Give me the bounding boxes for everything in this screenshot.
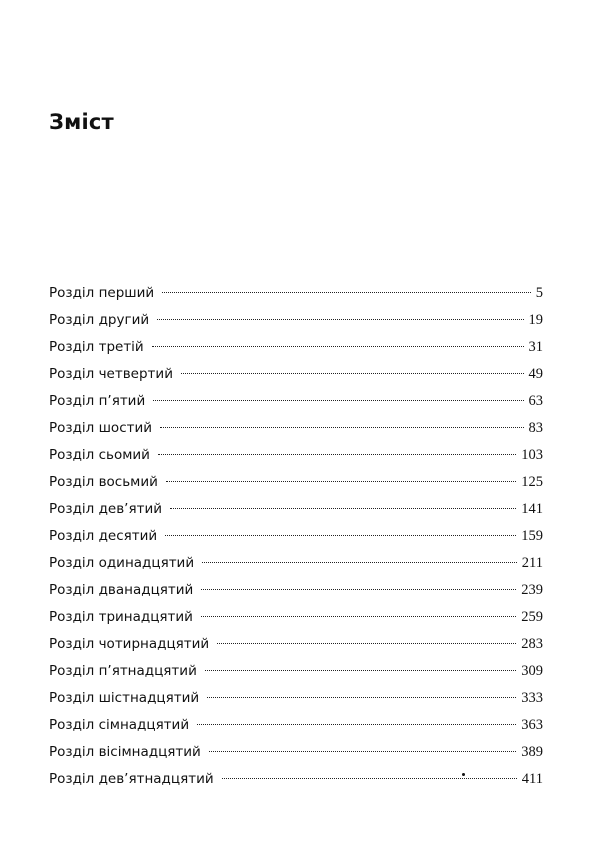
toc-entry-title: Розділ дев’ятий	[49, 501, 163, 517]
dot-leader	[181, 373, 524, 374]
toc-entry-page: 19	[528, 312, 543, 328]
toc-entry-page: 283	[521, 636, 543, 652]
toc-entry-title: Розділ четвертий	[49, 366, 173, 382]
toc-entry[interactable]	[49, 577, 543, 604]
table-of-contents	[49, 280, 543, 793]
toc-entry-page: 49	[528, 366, 543, 382]
dot-leader	[162, 292, 531, 293]
toc-entry-page: 309	[521, 663, 543, 679]
toc-entry-page: 259	[521, 609, 543, 625]
toc-entry-title: Розділ чотирнадцятий	[49, 636, 210, 652]
toc-entry-title: Розділ сьомий	[49, 447, 150, 463]
toc-entry[interactable]	[49, 550, 543, 577]
dot-leader	[202, 562, 517, 563]
toc-entry[interactable]	[49, 388, 543, 415]
toc-entry-title: Розділ десятий	[49, 528, 158, 544]
toc-entry-title: Розділ другий	[49, 312, 150, 328]
print-speck	[462, 773, 465, 776]
toc-entry-page: 103	[521, 447, 543, 463]
dot-leader	[222, 778, 517, 779]
toc-entry-title: Розділ сімнадцятий	[49, 717, 190, 733]
toc-entry-page: 333	[521, 690, 543, 706]
toc-entry[interactable]	[49, 442, 543, 469]
toc-entry-page: 363	[521, 717, 543, 733]
toc-entry[interactable]	[49, 604, 543, 631]
toc-entry[interactable]	[49, 523, 543, 550]
toc-entry-title: Розділ шостий	[49, 420, 153, 436]
toc-entry-page: 31	[528, 339, 543, 355]
toc-entry-page: 5	[535, 285, 543, 301]
toc-entry[interactable]	[49, 631, 543, 658]
toc-entry[interactable]	[49, 415, 543, 442]
toc-entry-title: Розділ шістнадцятий	[49, 690, 200, 706]
toc-entry[interactable]	[49, 280, 543, 307]
dot-leader	[165, 535, 516, 536]
toc-entry-page: 389	[521, 744, 543, 760]
toc-entry[interactable]	[49, 685, 543, 712]
dot-leader	[170, 508, 516, 509]
toc-entry[interactable]	[49, 766, 543, 793]
toc-entry[interactable]	[49, 469, 543, 496]
page-title: Зміст	[49, 110, 114, 134]
dot-leader	[166, 481, 516, 482]
toc-entry-title: Розділ перший	[49, 285, 155, 301]
toc-entry-page: 239	[521, 582, 543, 598]
dot-leader	[152, 346, 524, 347]
dot-leader	[207, 697, 516, 698]
toc-entry-page: 159	[521, 528, 543, 544]
toc-entry-page: 83	[528, 420, 543, 436]
toc-entry-page: 125	[521, 474, 543, 490]
dot-leader	[158, 454, 516, 455]
dot-leader	[201, 589, 516, 590]
toc-entry-title: Розділ дванадцятий	[49, 582, 194, 598]
dot-leader	[205, 670, 516, 671]
dot-leader	[201, 616, 516, 617]
dot-leader	[157, 319, 523, 320]
toc-entry-title: Розділ восьмий	[49, 474, 158, 490]
toc-entry-title: Розділ третій	[49, 339, 144, 355]
toc-entry-page: 63	[528, 393, 543, 409]
toc-entry-title: Розділ дев’ятнадцятий	[49, 771, 214, 787]
toc-entry[interactable]	[49, 307, 543, 334]
toc-entry-title: Розділ тринадцятий	[49, 609, 193, 625]
dot-leader	[160, 427, 523, 428]
toc-entry-title: Розділ одинадцятий	[49, 555, 195, 571]
toc-entry-page: 141	[521, 501, 543, 517]
toc-entry[interactable]	[49, 361, 543, 388]
dot-leader	[217, 643, 516, 644]
toc-entry[interactable]	[49, 496, 543, 523]
toc-entry[interactable]	[49, 712, 543, 739]
toc-entry[interactable]	[49, 658, 543, 685]
dot-leader	[209, 751, 516, 752]
toc-entry-page: 211	[521, 555, 543, 571]
toc-entry-title: Розділ вісімнадцятий	[49, 744, 201, 760]
toc-entry-title: Розділ п’ятий	[49, 393, 146, 409]
toc-entry-page: 411	[521, 771, 543, 787]
toc-entry-title: Розділ п’ятнадцятий	[49, 663, 197, 679]
dot-leader	[197, 724, 516, 725]
toc-entry[interactable]	[49, 739, 543, 766]
toc-entry[interactable]	[49, 334, 543, 361]
dot-leader	[153, 400, 523, 401]
